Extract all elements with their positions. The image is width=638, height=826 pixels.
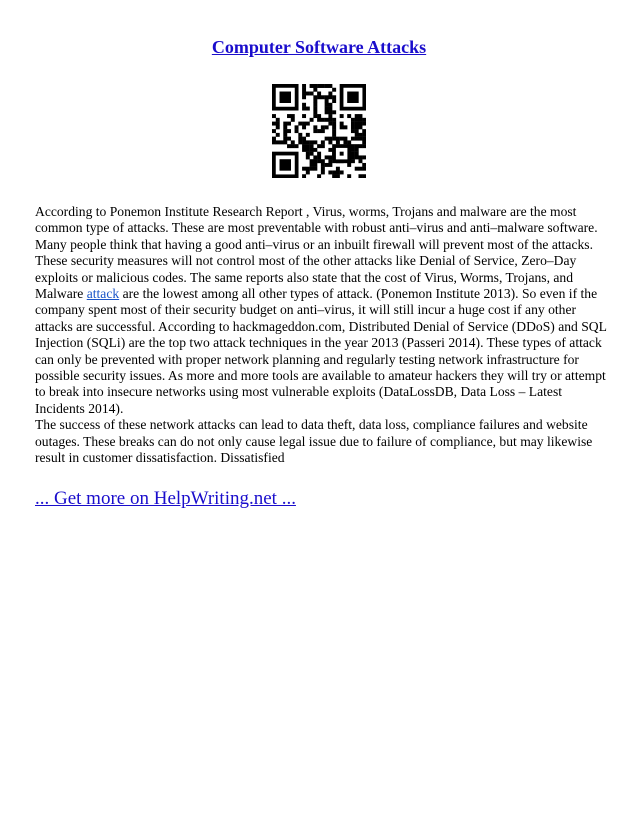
- page-title: [0, 36, 638, 58]
- article-body: [35, 204, 607, 467]
- paragraph-1-text-start: According to Ponemon Institute Research Report , Virus, worms, Trojans and malware are the most common type of attacks. These are most preventable with robust anti–virus and anti–malware software. Many people think that having a good anti–virus or an inbuilt firewall will prevent most of the attacks. These security measures will not control most of the other attacks like Denial of Service, Zero–Day exploits or malicious codes. The same reports also state that the cost of Virus, Worms, Trojans, and Malware: [35, 204, 598, 302]
- attack-link[interactable]: attack: [86, 286, 120, 302]
- paragraph-1-text-end: are the lowest among all other types of attack. (Ponemon Institute 2013). So even if the company spent most of their security budget on anti–virus, it will still incur a huge cost if any other attacks are successful. According to hackmageddon.com, Distributed Denial of Service (DDoS) and SQL Injection (SQLi) are the top two attack techniques in the year 2013 (Passeri 2014). These types of attack can only be prevented with proper network planning and regularly testing network infrastructure for possible security issues. As more and more tools are available to amateur hackers they will try or attempt to break into insecure networks using most vulnerable exploits (DataLossDB, Data Loss – Latest Incidents 2014).: [35, 286, 607, 416]
- get-more-link[interactable]: ... Get more on HelpWriting.net ...: [35, 488, 296, 509]
- qr-code-image: [272, 84, 366, 178]
- paragraph-2: The success of these network attacks can lead to data theft, data loss, compliance failures and website outages. These breaks can do not only cause legal issue due to failure of compliance, but may likewise result in customer dissatisfaction. Dissatisfied: [35, 417, 593, 466]
- qr-code-graphic: [272, 84, 366, 178]
- title-link[interactable]: Computer Software Attacks: [211, 37, 427, 57]
- paragraph-1: [35, 204, 607, 417]
